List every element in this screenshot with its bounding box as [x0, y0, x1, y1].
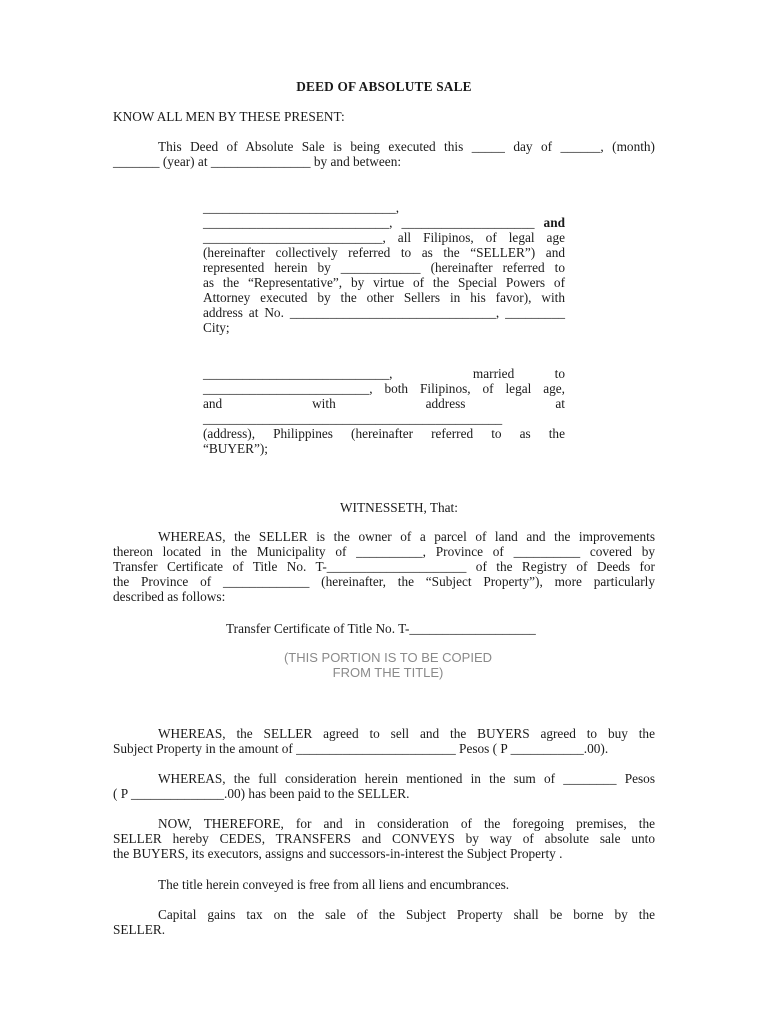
whereas-consideration-line-2: ( P ______________.00) has been paid to the SELLER. [113, 786, 410, 801]
buyer-line-3 [203, 396, 565, 411]
capital-gains-line-1: Capital gains tax on the sale of the Subject Property shall be borne by the [158, 907, 655, 922]
copy-note-line-1: (THIS PORTION IS TO BE COPIED [283, 650, 493, 665]
seller-block [203, 200, 565, 335]
buyer-line-2: _________________________, both Filipinos, of legal age, [203, 381, 565, 396]
now-therefore-line-2: SELLER hereby CEDES, TRANSFERS and CONVEYS by way of absolute sale unto [113, 831, 655, 846]
seller-name-line-1: _____________________________, [203, 200, 400, 215]
witnesseth-heading: WITNESSETH, That: [340, 500, 458, 515]
copy-from-title-note [268, 650, 508, 680]
buyer-with-word: with [312, 396, 336, 411]
whereas-agreed-line-1: WHEREAS, the SELLER agreed to sell and the BUYERS agreed to buy the [158, 726, 655, 741]
whereas-owner-line-4: the Province of _____________ (hereinafter, the “Subject Property”), more particularly [113, 574, 655, 589]
whereas-agreed-paragraph [113, 726, 655, 756]
seller-name-line-2 [203, 215, 565, 230]
buyer-name-blank-1: ____________________________, [203, 366, 393, 381]
buyer-to-word: to [554, 366, 565, 381]
buyer-at-word: at [555, 396, 565, 411]
whereas-owner-line-5: described as follows: [113, 589, 226, 604]
buyer-line-5: (address), Philippines (hereinafter referred to as the [203, 426, 565, 441]
seller-name-blank-2b: ____________________ [401, 215, 535, 230]
whereas-owner-line-3: Transfer Certificate of Title No. T-_____________________ of the Registry of Deeds for [113, 559, 655, 574]
seller-line-7: Attorney executed by the other Sellers in his favor), with [203, 290, 565, 305]
capital-gains-paragraph [113, 907, 655, 937]
seller-line-3: ___________________________, all Filipinos, of legal age [203, 230, 565, 245]
whereas-consideration-line-1: WHEREAS, the full consideration herein mentioned in the sum of ________ Pesos [158, 771, 655, 786]
intro-line-2: _______ (year) at _______________ by and between: [113, 154, 402, 169]
seller-line-4: (hereinafter collectively referred to as the “SELLER”) and [203, 245, 565, 260]
whereas-agreed-line-2: Subject Property in the amount of ________________________ Pesos ( P ___________.00). [113, 741, 609, 756]
intro-paragraph [113, 139, 655, 169]
seller-line-8: address at No. _______________________________, _________ [203, 305, 565, 320]
seller-line-5: represented herein by ____________ (hereinafter referred to [203, 260, 565, 275]
now-therefore-paragraph [113, 816, 655, 861]
whereas-owner-line-1: WHEREAS, the SELLER is the owner of a parcel of land and the improvements [158, 529, 655, 544]
buyer-line-1 [203, 366, 565, 381]
now-therefore-line-3: the BUYERS, its executors, assigns and successors-in-interest the Subject Property . [113, 846, 563, 861]
seller-line-9: City; [203, 320, 230, 335]
capital-gains-line-2: SELLER. [113, 922, 166, 937]
seller-line-6: as the “Representative”, by virtue of the Special Powers of [203, 275, 565, 290]
buyer-line-6: “BUYER”); [203, 441, 268, 456]
seller-name-blank-2a: ____________________________, [203, 215, 393, 230]
seller-and-word: and [543, 215, 565, 230]
buyer-married-word: married [472, 366, 515, 381]
free-from-liens-paragraph: The title herein conveyed is free from all liens and encumbrances. [158, 877, 510, 892]
buyer-address-blank: _____________________________________________ [203, 411, 503, 426]
now-therefore-line-1: NOW, THEREFORE, for and in consideration of the foregoing premises, the [158, 816, 655, 831]
whereas-consideration-paragraph [113, 771, 655, 801]
buyer-address-word: address [425, 396, 466, 411]
document-title: DEED OF ABSOLUTE SALE [296, 79, 472, 94]
whereas-owner-paragraph [113, 529, 655, 604]
know-all-heading: KNOW ALL MEN BY THESE PRESENT: [113, 109, 345, 124]
buyer-and-word: and [203, 396, 223, 411]
tct-line: Transfer Certificate of Title No. T-___________________ [226, 621, 536, 636]
intro-line-1: This Deed of Absolute Sale is being executed this _____ day of ______, (month) [158, 139, 655, 154]
copy-note-line-2: FROM THE TITLE) [332, 665, 444, 680]
buyer-block [203, 366, 565, 456]
whereas-owner-line-2: thereon located in the Municipality of __________, Province of __________ covered by [113, 544, 655, 559]
